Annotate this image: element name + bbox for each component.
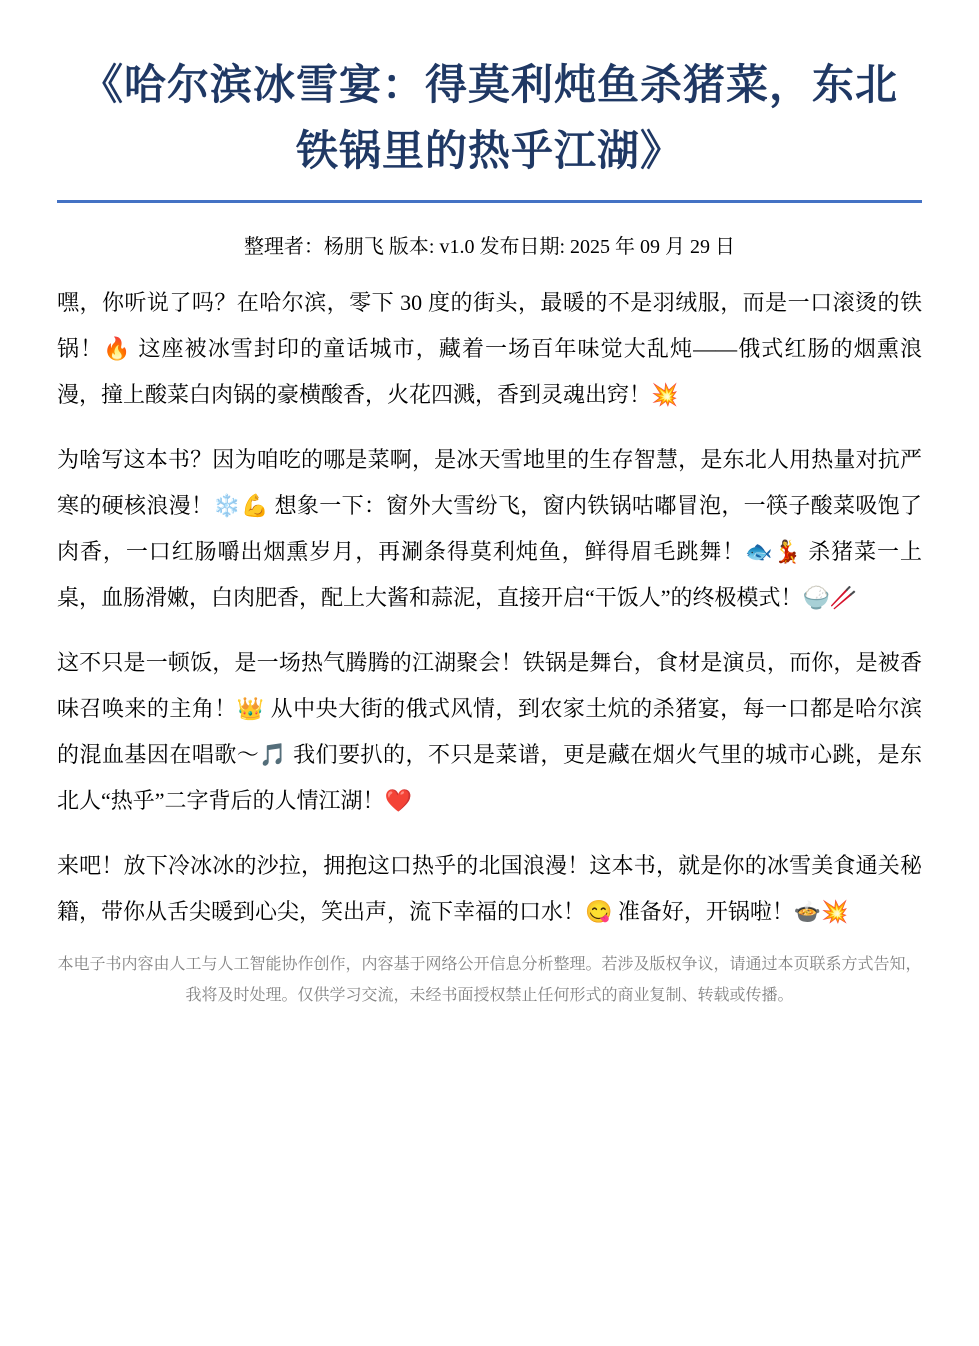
page-title: 《哈尔滨冰雪宴：得莫利炖鱼杀猪菜，东北铁锅里的热乎江湖》 <box>80 61 898 174</box>
document-content <box>0 52 979 1011</box>
paragraph-call-to-action: 来吧！放下冷冰冰的沙拉，拥抱这口热乎的北国浪漫！这本书，就是你的冰雪美食通关秘籍，带你从舌尖暖到心尖，笑出声，流下幸福的口水！😋 准备好，开锅啦！🍲💥 <box>57 853 922 924</box>
byline: 整理者：杨朋飞 版本: v1.0 发布日期: 2025 年 09 月 29 日 <box>243 236 736 258</box>
paragraph-why-this-book: 为啥写这本书？因为咱吃的哪是菜啊，是冰天雪地里的生存智慧，是东北人用热量对抗严寒的硬核浪漫！❄️💪 想象一下：窗外大雪纷飞，窗内铁锅咕嘟冒泡，一筷子酸菜吸饱了肉香，一口红肠嚼出烟熏岁月，再涮条得莫利炖鱼，鲜得眉毛跳舞！🐟💃 杀猪菜一上桌，血肠滑嫩，白肉肥香，配上大酱和蒜泥，直接开启“干饭人”的终极模式！🍚🥢 <box>57 447 922 610</box>
title-divider <box>57 200 922 203</box>
footer-disclaimer: 本电子书内容由人工与人工智能协作创作，内容基于网络公开信息分析整理。若涉及版权争议，请通过本页联系方式告知，我将及时处理。仅供学习交流，未经书面授权禁止任何形式的商业复制、转载或传播。 <box>57 956 922 1004</box>
paragraph-intro: 嘿，你听说了吗？在哈尔滨，零下 30 度的街头，最暖的不是羽绒服，而是一口滚烫的铁锅！🔥 这座被冰雪封印的童话城市，藏着一场百年味觉大乱炖——俄式红肠的烟熏浪漫，撞上酸菜白肉锅的豪横酸香，火花四溅，香到灵魂出窍！💥 <box>57 290 922 407</box>
paragraph-jianghu-feast: 这不只是一顿饭，是一场热气腾腾的江湖聚会！铁锅是舞台，食材是演员，而你，是被香味召唤来的主角！👑 从中央大街的俄式风情，到农家土炕的杀猪宴，每一口都是哈尔滨的混血基因在唱歌～🎵 我们要扒的，不只是菜谱，更是藏在烟火气里的城市心跳，是东北人“热乎”二字背后的人情江湖！❤️ <box>57 650 922 813</box>
